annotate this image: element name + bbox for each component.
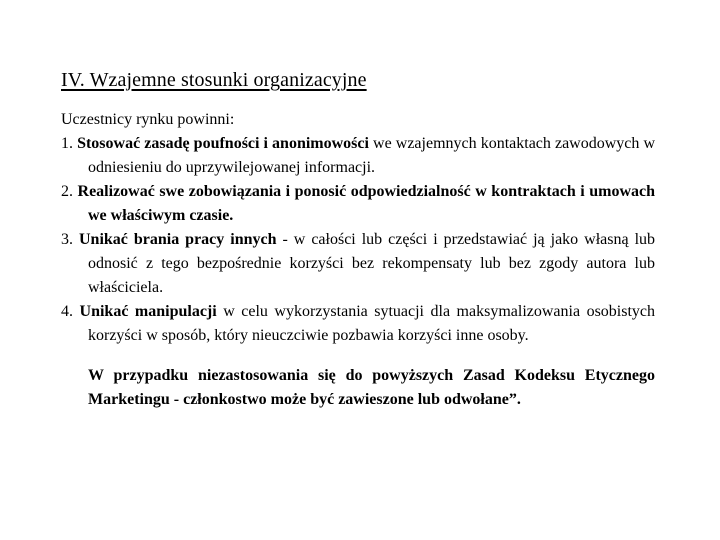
item-text: - w całości lub części i przedstawiać ją jako własną lub odnosić z tego bezpośrednie korzyści bez rekompensaty lub bez zgody autora lub właściciela.: [88, 231, 656, 296]
item-bold-text: Unikać manipulacji: [79, 303, 217, 320]
list-item-3: [61, 228, 655, 300]
item-bold-text: Stosować zasadę poufności i anonimowości: [77, 135, 369, 152]
slide-title: IV. Wzajemne stosunki organizacyjne: [61, 69, 367, 91]
obligations-list: [61, 132, 655, 348]
item-text: we wzajemnych kontaktach zawodowych w odniesieniu do uprzywilejowanej informacji.: [88, 135, 656, 176]
item-text: w celu wykorzystania sytuacji dla maksymalizowania osobistych korzyści w sposób, który nieuczciwie pozbawia korzyści inne osoby.: [88, 303, 656, 344]
intro-text: Uczestnicy rynku powinni:: [61, 111, 235, 128]
list-item-1: [61, 132, 655, 180]
list-item-2: [61, 180, 655, 228]
item-number: 1.: [61, 135, 73, 152]
list-item-4: [61, 300, 655, 348]
item-number: 3.: [61, 231, 73, 248]
item-number: 2.: [61, 183, 73, 200]
slide-body: [61, 108, 655, 412]
item-bold-text: Realizować swe zobowiązania i ponosić odpowiedzialność w kontraktach i umowach we właściwym czasie.: [77, 183, 655, 224]
item-number: 4.: [61, 303, 73, 320]
suspension-note: W przypadku niezastosowania się do powyższych Zasad Kodeksu Etycznego Marketingu - członkostwo może być zawieszone lub odwołane”.: [88, 367, 655, 408]
item-bold-text: Unikać brania pracy innych: [78, 231, 277, 248]
